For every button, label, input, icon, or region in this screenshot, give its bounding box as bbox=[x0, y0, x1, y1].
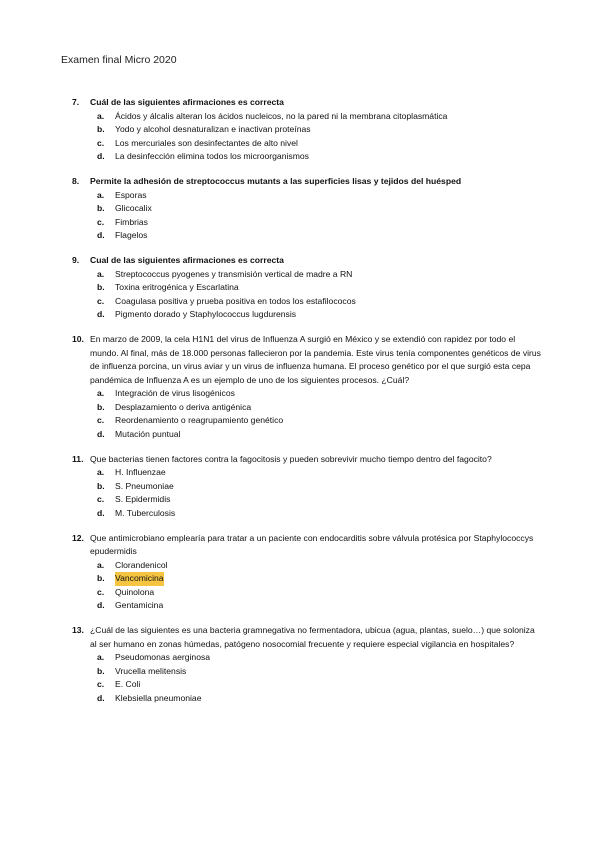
page-title: Examen final Micro 2020 bbox=[61, 54, 177, 66]
option-text: Coagulasa positiva y prueba positiva en todos los estafilococos bbox=[115, 295, 356, 306]
option-letter: a. bbox=[97, 388, 105, 398]
option-c bbox=[72, 295, 542, 309]
option-text: M. Tuberculosis bbox=[115, 507, 176, 518]
question-number: 9. bbox=[72, 255, 80, 265]
option-text: Flagelos bbox=[115, 230, 148, 240]
question-10 bbox=[72, 333, 542, 441]
option-b bbox=[72, 123, 542, 137]
option-letter: a. bbox=[97, 268, 105, 279]
question-text: ¿Cuál de las siguientes es una bacteria gramnegativa no fermentadora, ubicua (agua, plantas, suelo…) que soloniza al ser humano en zonas húmedas, patógeno nosocomial frecuente y requiere especial vigilancia en hospitales? bbox=[90, 625, 535, 649]
option-letter: d. bbox=[97, 600, 105, 610]
option-text: Pseudomonas aerginosa bbox=[115, 652, 211, 662]
option-b bbox=[72, 202, 542, 216]
option-text: S. Pneumoniae bbox=[115, 480, 174, 491]
option-d bbox=[72, 150, 542, 164]
option-a bbox=[72, 387, 542, 401]
option-letter: b. bbox=[97, 282, 105, 292]
option-text: Glicocalix bbox=[115, 203, 152, 213]
option-text: Reordenamiento o reagrupamiento genético bbox=[115, 415, 284, 425]
question-text: En marzo de 2009, la cela H1N1 del virus de Influenza A surgió en México y se extendió con rapidez por todo el mundo. Al final, más de 18.000 personas fallecieron por la pandemia. Este virus tenía componentes genéticos de virus de influenza porcina, un virus aviar y un virus de influenza humana. El proceso genético por el que surgió esta cepa pandémica de Influenza A es un ejemplo de uno de los siguientes procesos. ¿Cuál? bbox=[90, 334, 541, 385]
option-text: Vrucella melitensis bbox=[115, 665, 187, 676]
option-text: Toxina eritrogénica y Escarlatina bbox=[115, 282, 239, 292]
option-letter: b. bbox=[97, 203, 105, 213]
question-text: Cual de las siguientes afirmaciones es correcta bbox=[90, 255, 284, 265]
option-letter: a. bbox=[97, 189, 105, 200]
option-letter: a. bbox=[97, 110, 105, 121]
option-a bbox=[72, 268, 542, 282]
option-letter: a. bbox=[97, 467, 105, 477]
option-b bbox=[72, 480, 542, 494]
option-text: S. Epidermidis bbox=[115, 494, 171, 504]
question-number: 12. bbox=[72, 532, 84, 543]
option-letter: b. bbox=[97, 665, 105, 676]
option-a bbox=[72, 651, 542, 665]
option-text: Gentamicina bbox=[115, 600, 164, 610]
option-letter: b. bbox=[97, 401, 105, 412]
option-letter: a. bbox=[97, 559, 105, 570]
option-text: Yodo y alcohol desnaturalizan e inactivan proteínas bbox=[115, 124, 311, 134]
question-text: Cuál de las siguientes afirmaciones es correcta bbox=[90, 97, 284, 107]
option-letter: a. bbox=[97, 652, 105, 662]
option-text: Quinolona bbox=[115, 586, 155, 597]
option-a bbox=[72, 559, 542, 573]
question-text: Que bacterias tienen factores contra la fagocitosis y pueden sobrevivir mucho tiempo dentro del fagocito? bbox=[90, 453, 492, 464]
option-letter: b. bbox=[97, 124, 105, 134]
option-text: Klebsiella pneumoniae bbox=[115, 692, 202, 703]
question-8 bbox=[72, 175, 542, 243]
option-c bbox=[72, 216, 542, 230]
option-letter: c. bbox=[97, 494, 105, 504]
option-letter: d. bbox=[97, 151, 105, 161]
option-b bbox=[72, 665, 542, 679]
question-list bbox=[72, 96, 542, 717]
question-7 bbox=[72, 96, 542, 164]
question-9 bbox=[72, 254, 542, 322]
question-number: 7. bbox=[72, 97, 80, 107]
option-letter: b. bbox=[97, 480, 105, 491]
option-letter: d. bbox=[97, 692, 105, 703]
option-text: Pigmento dorado y Staphylococcus lugdurensis bbox=[115, 309, 297, 319]
option-c bbox=[72, 586, 542, 600]
question-number: 13. bbox=[72, 625, 84, 635]
option-d bbox=[72, 428, 542, 442]
option-letter: d. bbox=[97, 428, 105, 439]
option-c bbox=[72, 493, 542, 507]
option-letter: c. bbox=[97, 679, 105, 689]
option-b bbox=[72, 281, 542, 295]
option-d bbox=[72, 692, 542, 706]
option-text: Ácidos y álcalis alteran los ácidos nucleicos, no la pared ni la membrana citoplasmática bbox=[115, 110, 448, 121]
option-text: H. Influenzae bbox=[115, 467, 166, 477]
option-c bbox=[72, 678, 542, 692]
option-text: Clorandenicol bbox=[115, 559, 168, 570]
option-a bbox=[72, 189, 542, 203]
question-13 bbox=[72, 624, 542, 705]
option-text: La desinfección elimina todos los microorganismos bbox=[115, 151, 309, 161]
option-text: Fimbrias bbox=[115, 216, 148, 227]
option-c bbox=[72, 137, 542, 151]
question-text: Que antimicrobiano emplearía para tratar a un paciente con endocarditis sobre válvula protésica por Staphylococcys epudermidis bbox=[90, 532, 534, 556]
option-letter: c. bbox=[97, 586, 105, 597]
question-number: 8. bbox=[72, 176, 80, 186]
option-text: Los mercuriales son desinfectantes de alto nivel bbox=[115, 137, 298, 148]
option-b bbox=[72, 572, 542, 586]
question-number: 11. bbox=[72, 453, 84, 464]
option-d bbox=[72, 507, 542, 521]
option-letter: c. bbox=[97, 415, 105, 425]
option-d bbox=[72, 229, 542, 243]
option-text: Desplazamiento o deriva antigénica bbox=[115, 401, 252, 412]
option-d bbox=[72, 308, 542, 322]
option-letter: d. bbox=[97, 507, 105, 518]
option-a bbox=[72, 110, 542, 124]
option-text: E. Coli bbox=[115, 679, 141, 689]
option-text: Esporas bbox=[115, 189, 147, 200]
option-text: Integración de virus lisogénicos bbox=[115, 388, 235, 398]
option-letter: d. bbox=[97, 309, 105, 319]
question-number: 10. bbox=[72, 334, 84, 344]
option-text: Mutación puntual bbox=[115, 428, 181, 439]
question-text: Permite la adhesión de streptococcus mutants a las superficies lisas y tejidos del huésped bbox=[90, 176, 462, 186]
option-letter: c. bbox=[97, 295, 105, 306]
option-letter: d. bbox=[97, 230, 105, 240]
option-text: Streptococcus pyogenes y transmisión vertical de madre a RN bbox=[115, 268, 353, 279]
option-letter: c. bbox=[97, 216, 105, 227]
option-b bbox=[72, 401, 542, 415]
option-c bbox=[72, 414, 542, 428]
option-d bbox=[72, 599, 542, 613]
question-11 bbox=[72, 453, 542, 521]
question-12 bbox=[72, 532, 542, 613]
option-text-highlighted: Vancomicina bbox=[115, 572, 164, 586]
option-letter: b. bbox=[97, 573, 105, 583]
option-a bbox=[72, 466, 542, 480]
option-letter: c. bbox=[97, 137, 105, 148]
